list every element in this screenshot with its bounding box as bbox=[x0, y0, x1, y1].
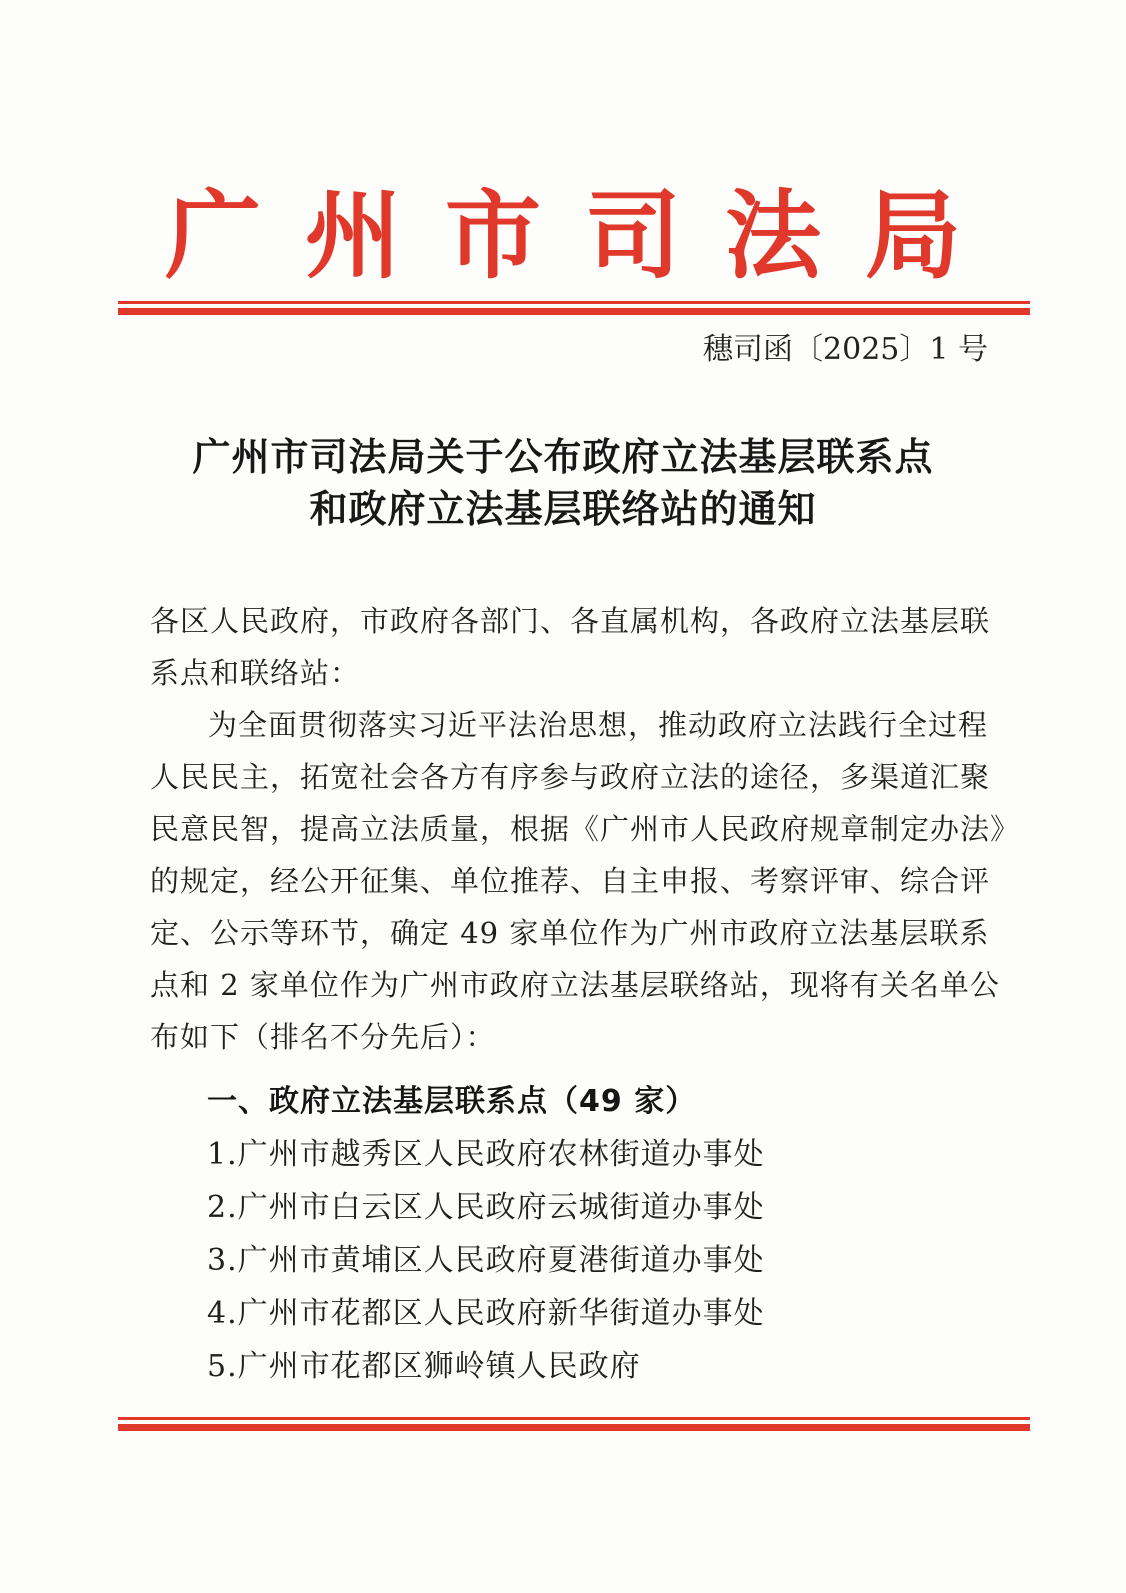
body-line: 民意民智，提高立法质量，根据《广州市人民政府规章制定办法》 bbox=[150, 812, 1021, 846]
agency-name: 广州市司法局 bbox=[165, 179, 1005, 292]
body-line: 布如下（排名不分先后）： bbox=[150, 1020, 496, 1054]
list-item: 5.广州市花都区狮岭镇人民政府 bbox=[207, 1349, 641, 1384]
body-line: 的规定，经公开征集、单位推荐、自主申报、考察评审、综合评 bbox=[150, 864, 991, 898]
document-body bbox=[150, 595, 1021, 1393]
list-item: 3.广州市黄埔区人民政府夏港街道办事处 bbox=[207, 1243, 765, 1278]
document-title-line-2: 和政府立法基层联络站的通知 bbox=[309, 486, 817, 531]
footer-rule-thick-line bbox=[118, 1424, 1030, 1431]
letterhead-rule bbox=[118, 301, 1030, 315]
document-number: 穗司函〔2025〕1 号 bbox=[703, 332, 988, 367]
list-item: 2.广州市白云区人民政府云城街道办事处 bbox=[207, 1190, 765, 1225]
list-item: 1.广州市越秀区人民政府农林街道办事处 bbox=[207, 1137, 765, 1172]
section-heading-liaison-points: 一、政府立法基层联系点（49 家） bbox=[207, 1084, 697, 1119]
body-line: 点和 2 家单位作为广州市政府立法基层联络站，现将有关名单公 bbox=[150, 968, 1000, 1002]
document-title bbox=[0, 431, 1126, 535]
document-title-line-1: 广州市司法局关于公布政府立法基层联系点 bbox=[192, 434, 934, 479]
body-line: 人民民主，拓宽社会各方有序参与政府立法的途径，多渠道汇聚 bbox=[150, 760, 991, 794]
salutation-line: 各区人民政府，市政府各部门、各直属机构，各政府立法基层联 bbox=[150, 604, 991, 638]
agency-letterhead bbox=[0, 180, 1126, 292]
letterhead-rule-thick-line bbox=[118, 308, 1030, 315]
list-item: 4.广州市花都区人民政府新华街道办事处 bbox=[207, 1296, 765, 1331]
body-line: 定、公示等环节，确定 49 家单位作为广州市政府立法基层联系 bbox=[150, 916, 990, 950]
footer-rule bbox=[118, 1417, 1030, 1431]
body-line: 为全面贯彻落实习近平法治思想，推动政府立法践行全过程 bbox=[208, 708, 989, 742]
salutation-line: 系点和联络站： bbox=[150, 656, 361, 690]
